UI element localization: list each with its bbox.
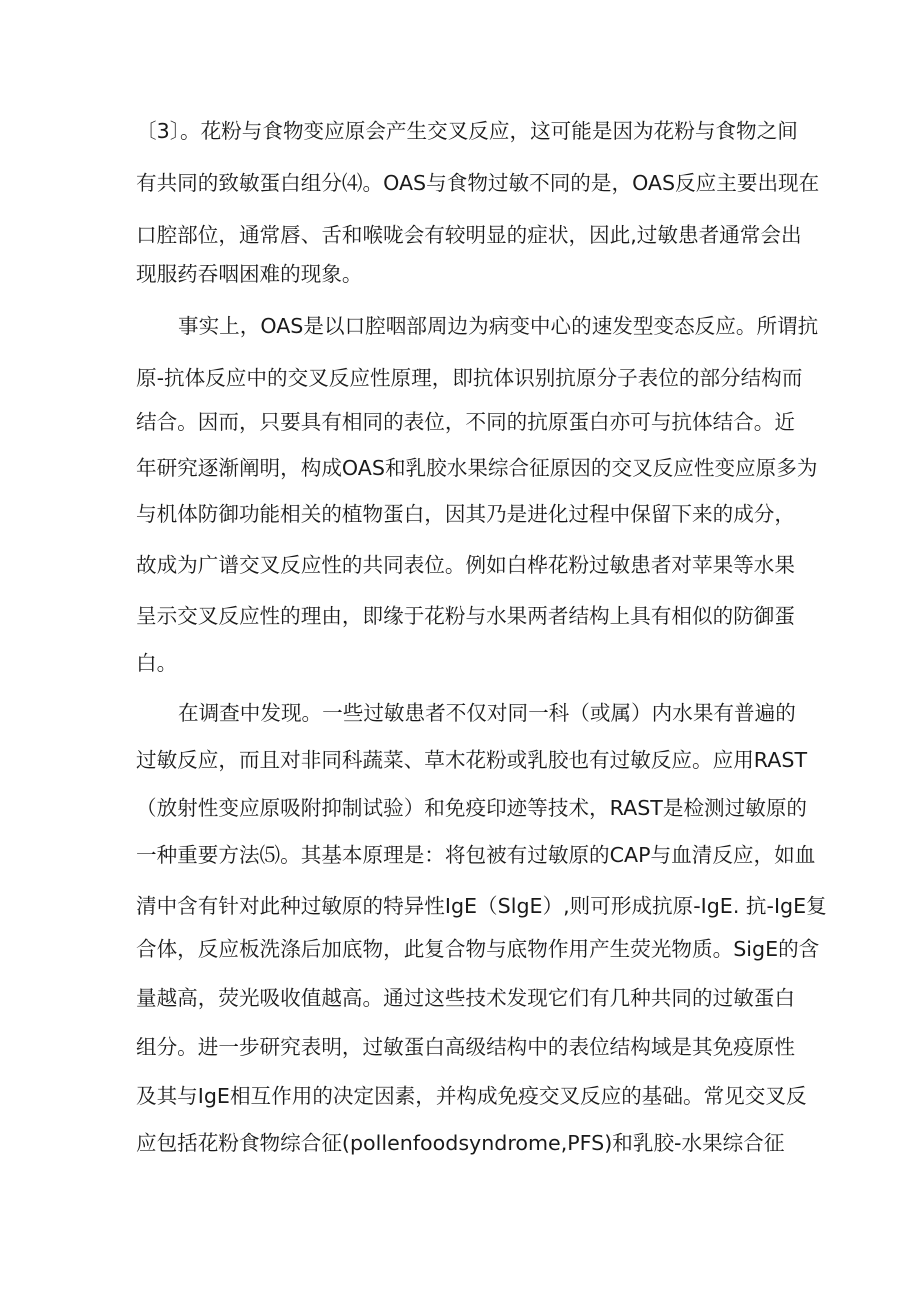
text-line: 及其与IgE相互作用的决定因素，并构成免疫交叉反应的基础。常见交叉反 xyxy=(136,1084,807,1108)
text-line: 年研究逐渐阐明，构成OAS和乳胶水果综合征原因的交叉反应性变应原多为 xyxy=(136,456,818,480)
text-line: 在调查中发现。一些过敏患者不仅对同一科（或属）内水果有普遍的 xyxy=(178,701,796,725)
text-line: 一种重要方法⑸。其基本原理是：将包被有过敏原的CAP与血清反应，如血 xyxy=(136,843,816,867)
text-line: 呈示交叉反应性的理由，即缘于花粉与水果两者结构上具有相似的防御蛋 xyxy=(136,604,795,628)
text-line: 口腔部位，通常唇、舌和喉咙会有较明显的症状，因此,过敏患者通常会出 xyxy=(136,223,802,247)
text-line: 过敏反应，而且对非同科蔬菜、草木花粉或乳胶也有过敏反应。应用RAST xyxy=(136,748,808,772)
text-line: 结合。因而，只要具有相同的表位，不同的抗原蛋白亦可与抗体结合。近 xyxy=(136,410,795,434)
text-line: 故成为广谱交叉反应性的共同表位。例如白桦花粉过敏患者对苹果等水果 xyxy=(136,553,795,577)
text-line: 与机体防御功能相关的植物蛋白，因其乃是进化过程中保留下来的成分， xyxy=(136,502,795,526)
text-line: （放射性变应原吸附抑制试验）和免疫印迹等技术，RAST是检测过敏原的 xyxy=(136,796,808,820)
text-line: 〔3〕。花粉与食物变应原会产生交叉反应，这可能是因为花粉与食物之间 xyxy=(136,119,798,143)
text-line: 现服药吞咽困难的现象。 xyxy=(136,262,363,286)
text-line: 原-抗体反应中的交叉反应性原理，即抗体识别抗原分子表位的部分结构而 xyxy=(136,366,803,390)
text-line: 事实上，OAS是以口腔咽部周边为病变中心的速发型变态反应。所谓抗 xyxy=(178,314,819,338)
text-line: 量越高，荧光吸收值越高。通过这些技术发现它们有几种共同的过敏蛋白 xyxy=(136,986,795,1010)
text-line: 合体，反应板洗涤后加底物，此复合物与底物作用产生荧光物质。SigE的含 xyxy=(136,937,820,961)
text-line: 有共同的致敏蛋白组分⑷。OAS与食物过敏不同的是，OAS反应主要出现在 xyxy=(136,171,820,195)
text-line: 白。 xyxy=(136,651,178,675)
text-line: 应包括花粉食物综合征(pollenfoodsyndrome,PFS)和乳胶-水果综合征 xyxy=(136,1131,785,1155)
text-line: 组分。进一步研究表明，过敏蛋白高级结构中的表位结构域是其免疫原性 xyxy=(136,1035,795,1059)
text-line: 清中含有针对此种过敏原的特异性IgE（SlgE）,则可形成抗原-IgE. 抗-IgE复 xyxy=(136,894,827,918)
